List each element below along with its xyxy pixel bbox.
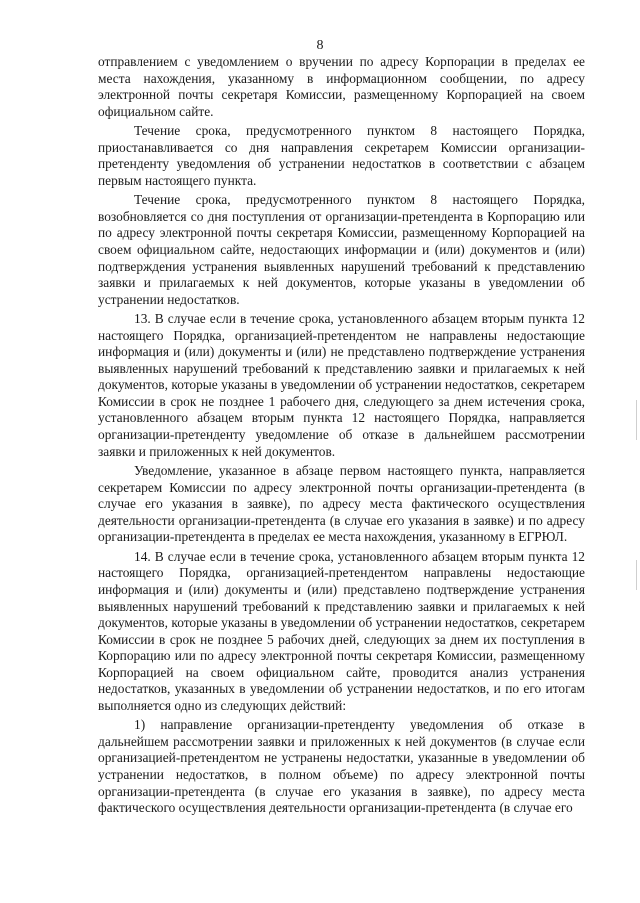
page-number: 8 bbox=[316, 38, 324, 53]
paragraph-suspension-term: Течение срока, предусмотренного пунктом 8 настоящего Порядка, приостанавливается со дня направления секретарем Комиссии организации-претенденту уведомления об устранении недостатков в соответствии с абзацем первым настоящего пункта. bbox=[98, 123, 585, 188]
paragraph-continuation: отправлением с уведомлением о вручении по адресу Корпорации в пределах ее места нахождения, указанному в информационном сообщении, по адресу электронной почты секретаря Комиссии, размещенному Корпорацией на своем официальном сайте. bbox=[98, 54, 585, 119]
paragraph-notification-delivery: Уведомление, указанное в абзаце первом настоящего пункта, направляется секретарем Комиссии по адресу электронной почты организации-претендента (в случае его указания в заявке), по адресу места фактического осуществления деятельности организации-претендента (в случае его указания в заявке) и по адресу организации-претендента в пределах ее места нахождения, указанному в ЕГРЮЛ. bbox=[98, 463, 585, 545]
paragraph-clause-14: 14. В случае если в течение срока, установленного абзацем вторым пункта 12 настоящего Порядка, организацией-претендентом направлены недостающие информация и (или) документы и (или) представлено подтверждение устранения выявленных нарушений требований к представлению заявки и прилагаемых к ней документов, которые указаны в уведомлении об устранении недостатков, секретарем Комиссии в срок не позднее 5 рабочих дней, следующих за днем их поступления в Корпорацию или по адресу электронной почты секретаря Комиссии, размещенному Корпорацией на своем официальном сайте, проводится анализ устранения недостатков, указанных в уведомлении об устранении недостатков, и по его итогам выполняется одно из следующих действий: bbox=[98, 548, 585, 713]
paragraph-item-1: 1) направление организации-претенденту уведомления об отказе в дальнейшем рассмотрении заявки и приложенных к ней документов (в случае если организацией-претендентом не устранены недостатки, указанные в уведомлении об устранении недостатков, в полном объеме) по адресу электронной почты организации-претендента (в случае его указания в заявке), по адресу места фактического осуществления деятельности организации-претендента (в случае его bbox=[98, 717, 585, 816]
document-body bbox=[98, 54, 585, 820]
paragraph-clause-13: 13. В случае если в течение срока, установленного абзацем вторым пункта 12 настоящего Порядка, организацией-претендентом не направлены недостающие информация и (или) документы и (или) не представлено подтверждение устранения выявленных нарушений требований к представлению заявки и прилагаемых к ней документов, которые указаны в уведомлении об устранении недостатков, секретарем Комиссии в срок не позднее 1 рабочего дня, следующего за днем истечения срока, установленного абзацем вторым пункта 12 настоящего Порядка, направляется организации-претенденту уведомление об отказе в дальнейшем рассмотрении заявки и приложенных к ней документов. bbox=[98, 311, 585, 459]
scan-edge-mark bbox=[636, 400, 637, 440]
scan-edge-mark bbox=[636, 560, 637, 590]
paragraph-resumption-term: Течение срока, предусмотренного пунктом 8 настоящего Порядка, возобновляется со дня поступления от организации-претендента в Корпорацию или по адресу электронной почты секретаря Комиссии, размещенному Корпорацией на своем официальном сайте, недостающих информации и (или) документов и (или) подтверждения устранения выявленных нарушений требований к представлению заявки и прилагаемых к ней документов, которые указаны в уведомлении об устранении недостатков. bbox=[98, 192, 585, 307]
